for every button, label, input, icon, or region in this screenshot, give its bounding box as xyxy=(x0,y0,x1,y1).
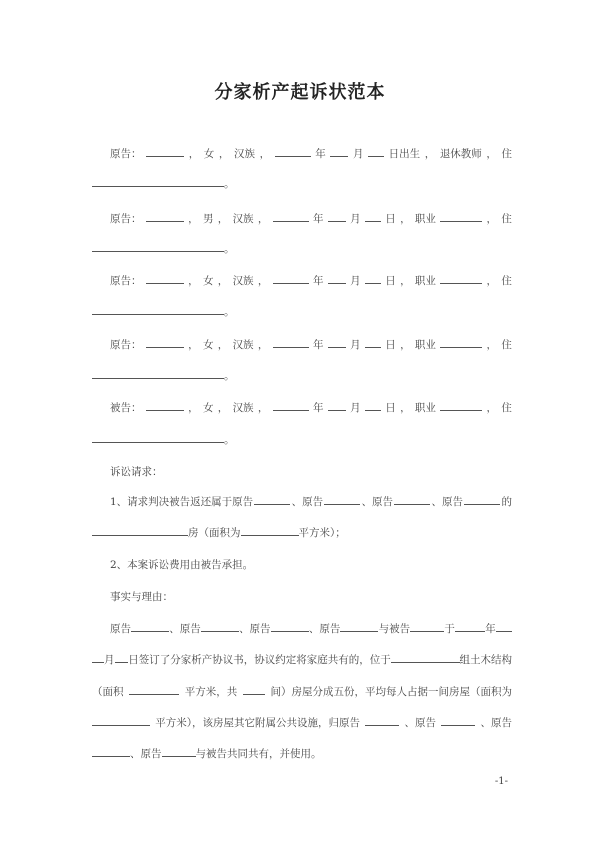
facts-line: （面积 平方米，共 间）房屋分成五份，平均每人占据一间房屋（面积为 xyxy=(92,686,512,698)
party-ethnic: 汉族 xyxy=(233,148,255,160)
party-role: 被告： xyxy=(110,402,142,414)
blank-month[interactable] xyxy=(328,400,346,411)
blank-month[interactable] xyxy=(328,211,346,222)
blank-job[interactable] xyxy=(440,400,482,411)
party-line: 原告： ， 女 ， 汉族 ， 年 月 日 ， 职业 ， 住 xyxy=(110,339,512,351)
blank-address[interactable] xyxy=(92,241,224,252)
blank-year[interactable] xyxy=(273,211,309,222)
party-job: 职业 xyxy=(414,213,436,225)
blank-job[interactable] xyxy=(440,337,482,348)
party-line: 被告： ， 女 ， 汉族 ， 年 月 日 ， 职业 ， 住 xyxy=(110,402,512,414)
blank-field[interactable] xyxy=(254,494,290,505)
blank-address[interactable] xyxy=(92,368,224,379)
party-sex: 男 xyxy=(202,213,214,225)
party-role: 原告： xyxy=(110,148,142,160)
blank-name[interactable] xyxy=(146,211,184,222)
blank-field[interactable] xyxy=(162,746,196,757)
party-ethnic: 汉族 xyxy=(232,339,254,351)
party-ethnic: 汉族 xyxy=(232,213,254,225)
document-title: 分家析产起诉状范本 xyxy=(214,82,386,103)
blank-field[interactable] xyxy=(455,621,485,632)
facts-line: 月 日签订了分家析产协议书，协议约定将家庭共有的，位于 组土木结构 xyxy=(92,652,512,667)
blank-day[interactable] xyxy=(365,400,381,411)
address-line: 。 xyxy=(92,304,512,319)
blank-address[interactable] xyxy=(92,304,224,315)
blank-field[interactable] xyxy=(92,746,130,757)
party-job: 退休教师 xyxy=(439,148,482,160)
party-role: 原告： xyxy=(110,275,142,287)
blank-day[interactable] xyxy=(368,146,384,157)
party-sex: 女 xyxy=(202,275,214,287)
blank-name[interactable] xyxy=(146,273,184,284)
address-line: 。 xyxy=(92,432,512,447)
blank-field[interactable] xyxy=(271,621,309,632)
party-line: 原告： ， 女 ， 汉族 ， 年 月 日出生 ， 退休教师 ， 住 xyxy=(110,148,512,160)
party-job: 职业 xyxy=(414,339,436,351)
party-line: 原告： ， 女 ， 汉族 ， 年 月 日 ， 职业 ， 住 xyxy=(110,275,512,287)
blank-job[interactable] xyxy=(440,273,482,284)
blank-field[interactable] xyxy=(92,525,188,536)
party-job: 职业 xyxy=(414,275,436,287)
address-line: 。 xyxy=(92,368,512,383)
blank-month[interactable] xyxy=(328,337,346,348)
blank-year[interactable] xyxy=(273,400,309,411)
blank-year[interactable] xyxy=(273,273,309,284)
blank-field[interactable] xyxy=(92,652,104,663)
address-line: 。 xyxy=(92,176,512,191)
blank-month[interactable] xyxy=(330,146,348,157)
blank-field[interactable] xyxy=(92,715,150,726)
party-role: 原告： xyxy=(110,213,142,225)
blank-field[interactable] xyxy=(324,494,360,505)
party-sex: 女 xyxy=(203,148,215,160)
claim-1: 1、请求判决被告返还属于原告 、原告 、原告 、原告 的 xyxy=(110,496,512,508)
blank-field[interactable] xyxy=(201,621,239,632)
facts-line: 、原告 与被告共同共有，并使用。 xyxy=(92,746,512,761)
blank-day[interactable] xyxy=(365,337,381,348)
blank-name[interactable] xyxy=(146,146,184,157)
facts-line: 原告 、原告 、原告 、原告 与被告 于 年 xyxy=(110,621,512,636)
blank-month[interactable] xyxy=(328,273,346,284)
party-sex: 女 xyxy=(202,339,214,351)
blank-day[interactable] xyxy=(365,211,381,222)
blank-year[interactable] xyxy=(275,146,311,157)
blank-field[interactable] xyxy=(131,621,169,632)
blank-address[interactable] xyxy=(92,432,224,443)
blank-field[interactable] xyxy=(115,652,129,663)
blank-year[interactable] xyxy=(273,337,309,348)
party-ethnic: 汉族 xyxy=(232,402,254,414)
blank-address[interactable] xyxy=(92,176,224,187)
blank-name[interactable] xyxy=(146,337,184,348)
blank-field[interactable] xyxy=(394,494,430,505)
blank-name[interactable] xyxy=(146,400,184,411)
party-sex: 女 xyxy=(202,402,214,414)
blank-field[interactable] xyxy=(496,621,512,632)
claim-2: 2、本案诉讼费用由被告承担。 xyxy=(110,559,254,571)
blank-field[interactable] xyxy=(464,494,500,505)
blank-field[interactable] xyxy=(129,684,179,695)
claim-1-cont: 房（面积为 平方米）； xyxy=(92,525,512,540)
blank-field[interactable] xyxy=(241,525,299,536)
blank-field[interactable] xyxy=(365,715,399,726)
claims-heading: 诉讼请求： xyxy=(110,466,163,478)
blank-field[interactable] xyxy=(243,684,265,695)
party-job: 职业 xyxy=(414,402,436,414)
blank-field[interactable] xyxy=(441,715,475,726)
party-line: 原告： ， 男 ， 汉族 ， 年 月 日 ， 职业 ， 住 xyxy=(110,213,512,225)
party-role: 原告： xyxy=(110,339,142,351)
blank-field[interactable] xyxy=(340,621,378,632)
blank-field[interactable] xyxy=(410,621,444,632)
blank-job[interactable] xyxy=(440,211,482,222)
blank-day[interactable] xyxy=(365,273,381,284)
facts-heading: 事实与理由： xyxy=(110,591,173,603)
page-number: -1- xyxy=(494,776,508,787)
party-ethnic: 汉族 xyxy=(232,275,254,287)
facts-line: 平方米），该房屋其它附属公共设施，归原告 、原告 、原告 xyxy=(92,715,512,730)
blank-field[interactable] xyxy=(391,652,460,663)
address-line: 。 xyxy=(92,241,512,256)
